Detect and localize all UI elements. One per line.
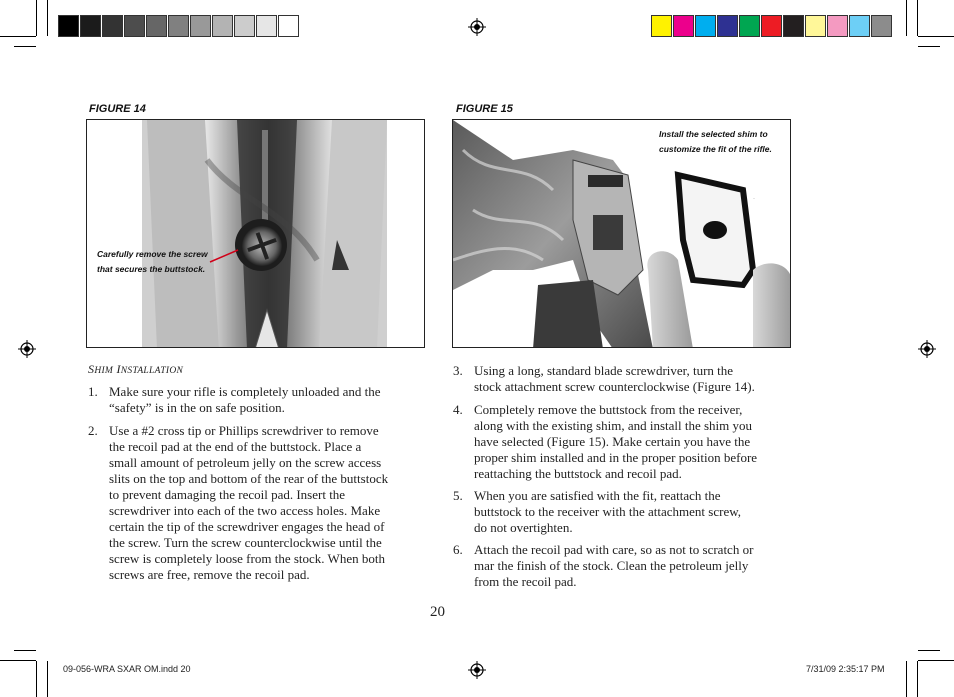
color-swatch — [190, 15, 211, 37]
step-4 — [453, 402, 798, 484]
section-title-part: HIM — [94, 366, 114, 376]
step-line: proper shim installed and in the proper position before — [474, 450, 758, 465]
color-swatch — [58, 15, 79, 37]
color-swatch — [102, 15, 123, 37]
crop-mark — [918, 660, 954, 661]
section-title-part: NSTALLATION — [120, 366, 184, 376]
section-title-part: S — [88, 362, 95, 376]
figure-15-label: FIGURE 15 — [456, 103, 513, 115]
step-line: screw is completely loose from the stock. When both — [109, 551, 385, 566]
crop-mark — [47, 661, 48, 697]
color-swatch — [80, 15, 101, 37]
figure-14-caption — [97, 247, 208, 277]
crop-mark — [906, 0, 907, 36]
step-line: When you are satisfied with the fit, reattach the — [474, 488, 721, 503]
crop-mark — [36, 0, 37, 36]
color-swatch — [234, 15, 255, 37]
step-line: the screw. Turn the screw counterclockwise until the — [109, 535, 382, 550]
color-swatch — [695, 15, 716, 37]
step-5 — [453, 488, 798, 538]
color-swatch — [805, 15, 826, 37]
color-swatch — [651, 15, 672, 37]
step-1 — [88, 384, 428, 418]
color-swatch — [168, 15, 189, 37]
section-title — [88, 362, 183, 377]
color-swatch — [827, 15, 848, 37]
step-text — [474, 363, 755, 395]
crop-mark — [0, 36, 36, 37]
step-line: Make sure your rifle is completely unloaded and the — [109, 384, 381, 399]
step-line: small amount of petroleum jelly on the screw access — [109, 455, 382, 470]
step-line: Attach the recoil pad with care, so as not to scratch or — [474, 542, 754, 557]
step-line: along with the existing shim, and install the shim you — [474, 418, 753, 433]
step-line: do not overtighten. — [474, 520, 573, 535]
step-line: Using a long, standard blade screwdriver, turn the — [474, 363, 734, 378]
step-number: 3. — [453, 363, 463, 378]
crop-mark — [14, 650, 36, 651]
step-line: mar the finish of the stock. Clean the petroleum jelly — [474, 558, 749, 573]
slug-filename: 09-056-WRA SXAR OM.indd 20 — [63, 664, 191, 674]
color-swatch — [717, 15, 738, 37]
color-swatch — [124, 15, 145, 37]
step-3 — [453, 363, 798, 397]
figure-15-caption — [659, 127, 772, 157]
step-line: reattaching the buttstock and recoil pad. — [474, 466, 682, 481]
step-line: from the recoil pad. — [474, 574, 577, 589]
caption-line: customize the fit of the rifle. — [659, 144, 772, 154]
slug-timestamp: 7/31/09 2:35:17 PM — [806, 664, 885, 674]
crop-mark — [0, 660, 36, 661]
color-swatch — [146, 15, 167, 37]
color-swatch — [256, 15, 277, 37]
color-swatch — [673, 15, 694, 37]
registration-mark-icon — [918, 340, 936, 358]
color-swatch — [849, 15, 870, 37]
step-line: slits on the top and bottom of the rear of the buttstock — [109, 471, 389, 486]
registration-mark-icon — [18, 340, 36, 358]
crop-mark — [47, 0, 48, 36]
step-line: the recoil pad at the end of the buttstock. Place a — [109, 439, 362, 454]
step-line: stock attachment screw counterclockwise (Figure 14). — [474, 379, 755, 394]
caption-line: that secures the buttstock. — [97, 264, 206, 274]
color-swatch — [761, 15, 782, 37]
registration-mark-icon — [468, 18, 486, 36]
step-line: “safety” is in the on safe position. — [109, 400, 285, 415]
buttstock-screw-photo — [87, 120, 425, 348]
step-number: 4. — [453, 402, 463, 417]
color-swatch — [871, 15, 892, 37]
step-number: 1. — [88, 384, 98, 399]
color-swatch — [278, 15, 299, 37]
crop-mark — [917, 661, 918, 697]
step-line: Completely remove the buttstock from the receiver, — [474, 402, 743, 417]
step-6 — [453, 542, 798, 592]
color-swatch — [783, 15, 804, 37]
step-text — [474, 542, 753, 590]
step-number: 2. — [88, 423, 98, 438]
crop-mark — [14, 46, 36, 47]
step-line: screws are free, remove the recoil pad. — [109, 567, 310, 582]
step-line: buttstock to the receiver with the attachment screw, — [474, 504, 742, 519]
step-line: to prevent damaging the recoil pad. Insert the — [109, 487, 346, 502]
registration-mark-icon — [468, 661, 486, 679]
figure-14-photo — [86, 119, 425, 348]
crop-mark — [918, 46, 940, 47]
caption-line: Install the selected shim to — [659, 129, 768, 139]
step-2 — [88, 423, 433, 588]
crop-mark — [918, 650, 940, 651]
step-line: Use a #2 cross tip or Phillips screwdriver to remove — [109, 423, 379, 438]
step-line: certain the tip of the screwdriver engages the head of — [109, 519, 385, 534]
caption-line: Carefully remove the screw — [97, 249, 208, 259]
page-number: 20 — [430, 604, 445, 620]
crop-mark — [36, 661, 37, 697]
step-text — [109, 423, 388, 583]
svg-text:·: · — [753, 196, 755, 202]
color-swatch — [739, 15, 760, 37]
step-number: 5. — [453, 488, 463, 503]
crop-mark — [918, 36, 954, 37]
step-text — [109, 384, 380, 416]
figure-15-photo — [452, 119, 791, 348]
color-swatch — [212, 15, 233, 37]
section-title-part: I — [116, 362, 121, 376]
step-line: have selected (Figure 15). Make certain you have the — [474, 434, 751, 449]
figure-14-label: FIGURE 14 — [89, 103, 146, 115]
step-text — [474, 488, 741, 536]
crop-mark — [917, 0, 918, 36]
step-number: 6. — [453, 542, 463, 557]
crop-mark — [906, 661, 907, 697]
step-line: screwdriver into each of the two access holes. Make — [109, 503, 381, 518]
step-text — [474, 402, 757, 482]
